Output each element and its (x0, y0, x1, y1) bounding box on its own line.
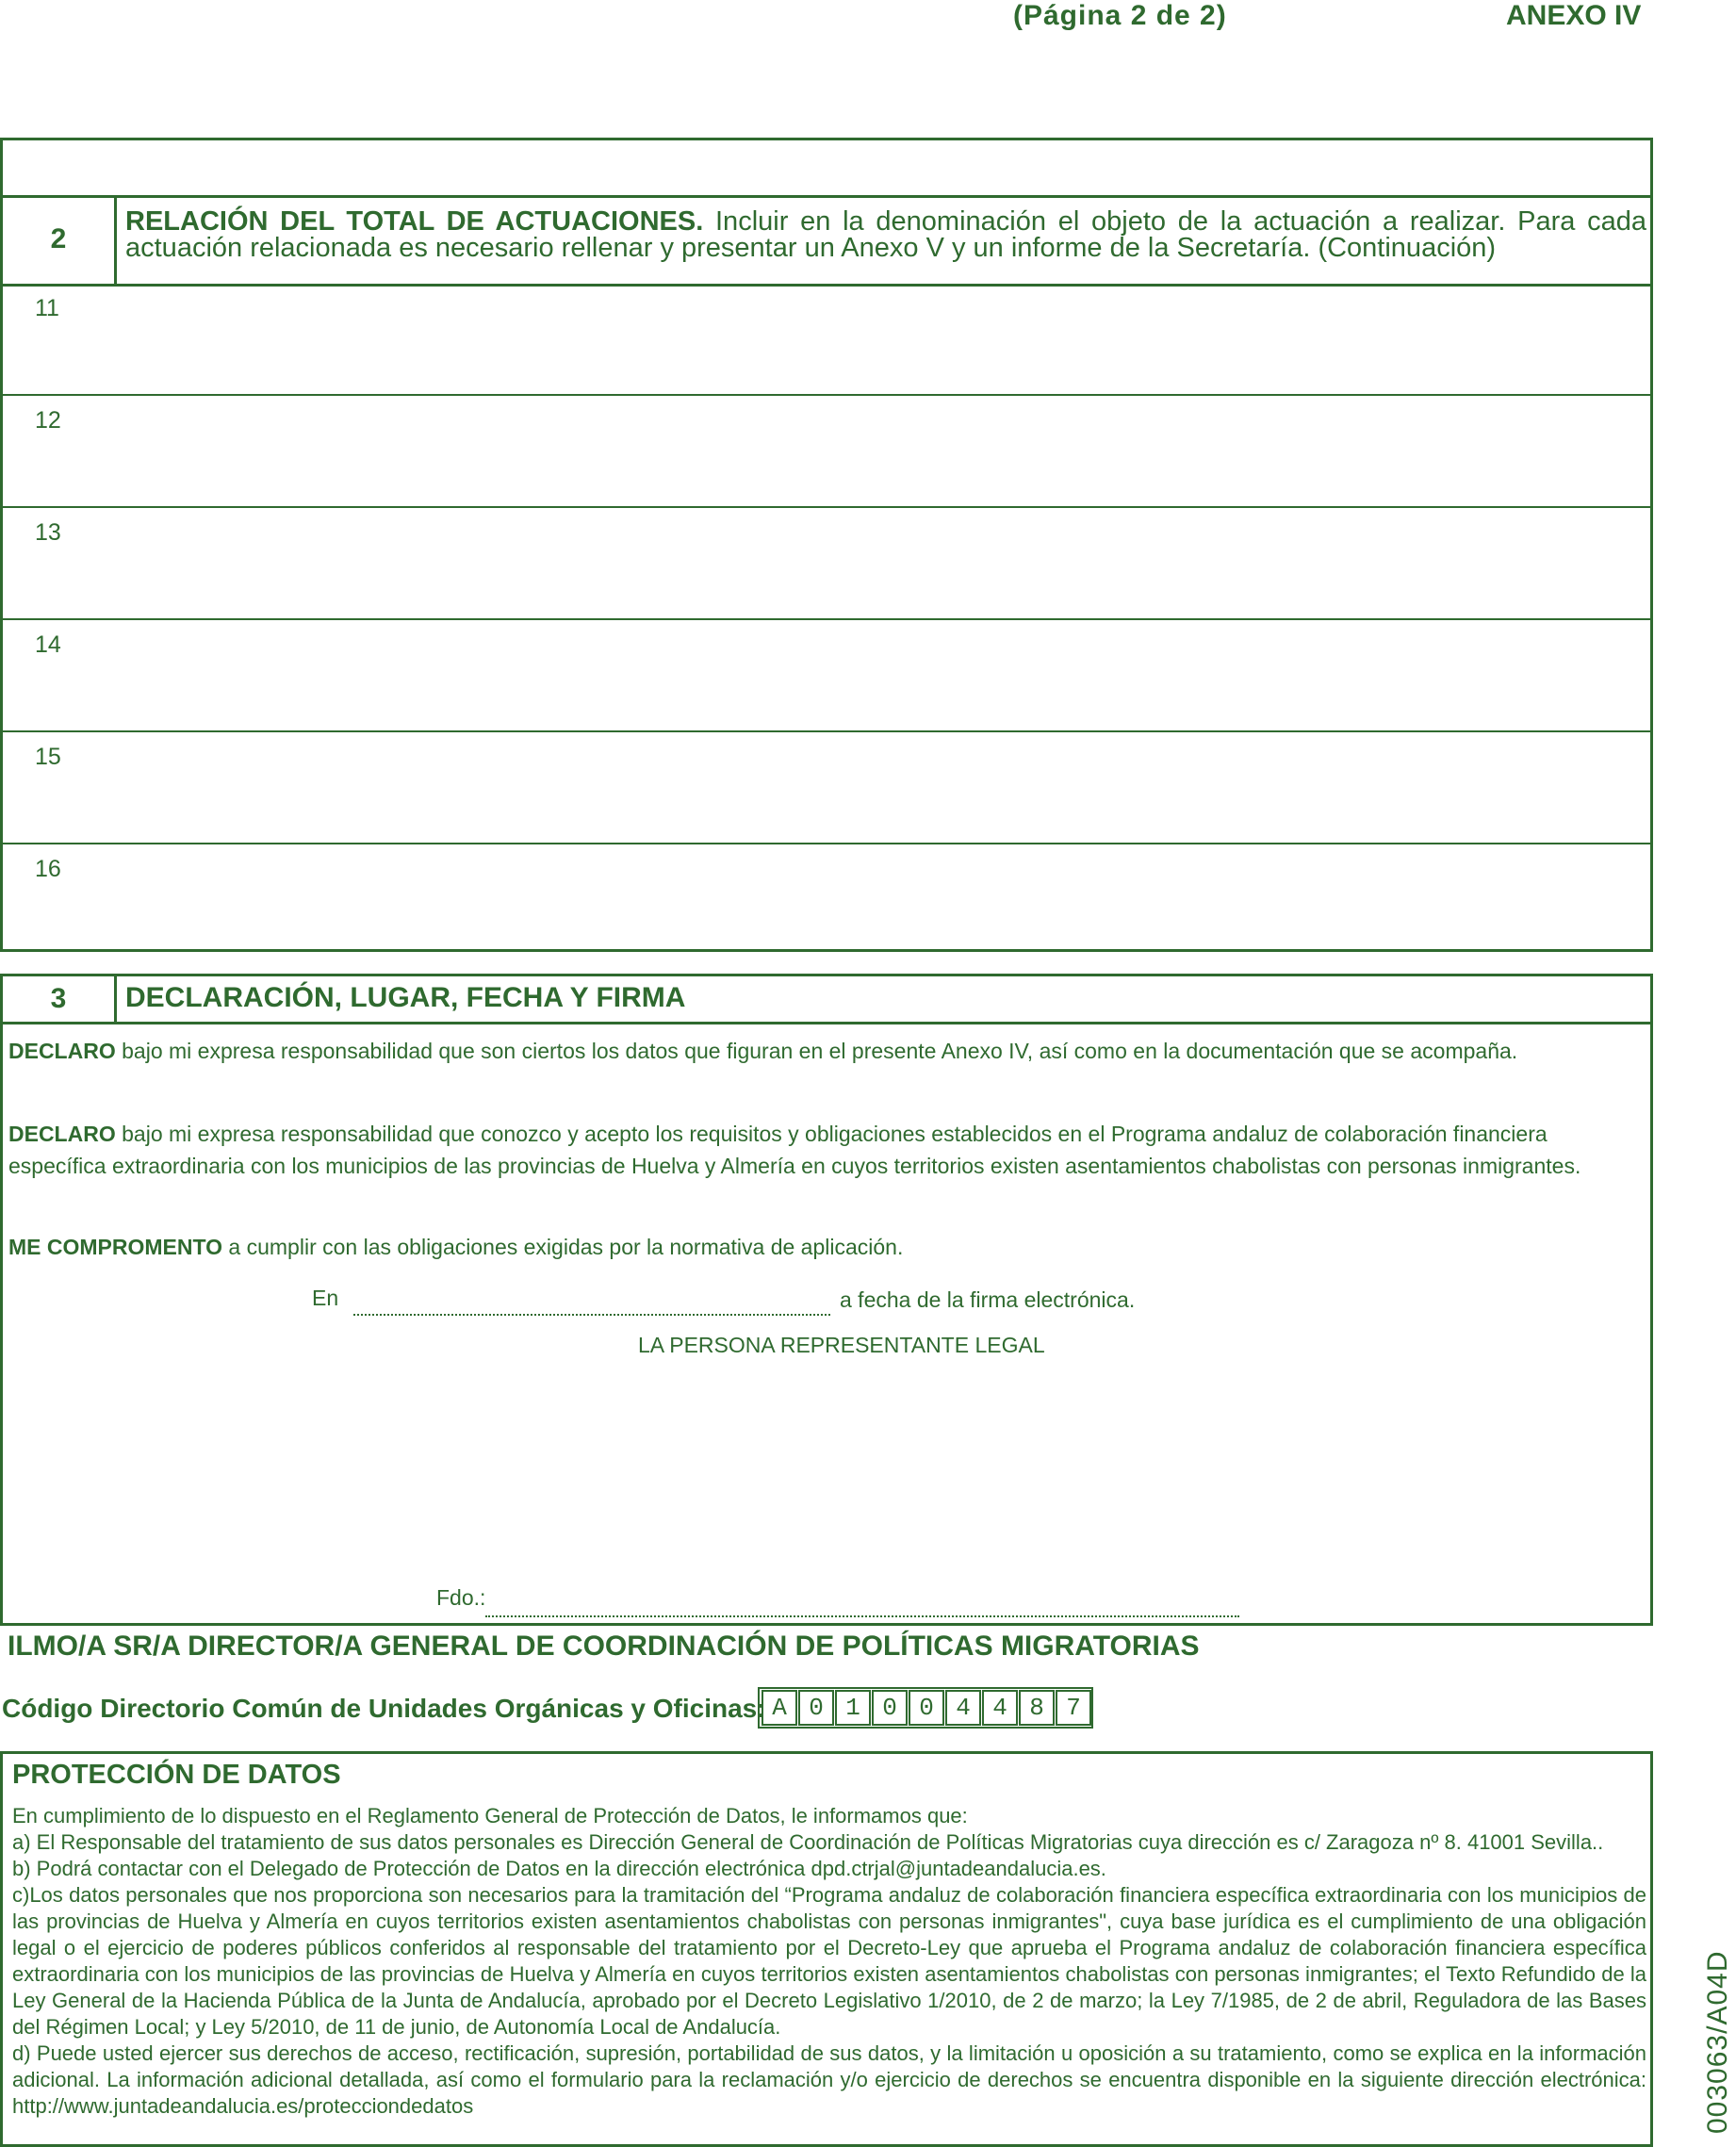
dir3-code-char: 0 (909, 1690, 944, 1726)
actuacion-row-16[interactable] (3, 844, 1650, 957)
dir3-code-char: 0 (798, 1690, 834, 1726)
data-protection-item-d: d) Puede usted ejercer sus derechos de acceso, rectificación, supresión, portabilidad de sus datos, y la limitación u oposición a su tratamiento, como se explica en la información adicional. La información adicional detallada, así como el formulario para la reclamación y/o ejercicio de derechos se encuentra disponible en la siguiente dirección electrónica: http://www.juntadeandalucia.es/protecciondedatos (12, 2041, 1646, 2118)
dir3-code-char: 7 (1056, 1690, 1091, 1726)
row-number: 15 (35, 744, 61, 770)
data-protection-box (0, 1751, 1653, 2147)
dir3-code-char: 4 (945, 1690, 981, 1726)
place-input[interactable] (353, 1284, 830, 1316)
page-indicator: (Página 2 de 2) (1013, 0, 1227, 31)
actuacion-row-12[interactable] (3, 396, 1650, 508)
row-number: 13 (35, 519, 61, 546)
section-3-header (3, 976, 1650, 1024)
section-2-actuaciones (0, 138, 1653, 952)
data-protection-item-a: a) El Responsable del tratamiento de sus datos personales es Dirección General de Coordinación de Políticas Migratorias cuya dirección es c/ Zaragoza nº 8. 41001 Sevilla.. (12, 1830, 1604, 1854)
row-number: 11 (35, 295, 59, 321)
dir3-code-char: 0 (872, 1690, 908, 1726)
section-3-declaracion (0, 974, 1653, 1626)
place-suffix: a fecha de la firma electrónica. (840, 1287, 1136, 1312)
actuacion-row-14[interactable] (3, 620, 1650, 732)
commitment-text: a cumplir con las obligaciones exigidas por la normativa de aplicación. (222, 1235, 904, 1259)
declaration-1-bold: DECLARO (8, 1039, 116, 1063)
section-2-top-row (3, 140, 1650, 198)
dir3-code-char: 4 (982, 1690, 1018, 1726)
declaration-1 (8, 1035, 1639, 1067)
section-2-number: 2 (3, 195, 117, 284)
declaration-2 (8, 1118, 1639, 1182)
data-protection-body (12, 1803, 1646, 2120)
signed-name-input[interactable] (485, 1583, 1239, 1617)
dir3-code-char: 8 (1019, 1690, 1055, 1726)
section-2-title-rest: Incluir en la denominación el objeto de la actuación a realizar. Para cada actuación relacionada es necesario rellenar y presentar un Anexo V y un informe de la Secretaría. (Continuación) (125, 206, 1646, 263)
data-protection-item-c: c)Los datos personales que nos proporciona son necesarios para la tramitación del “Programa andaluz de colaboración financiera específica extraordinaria con los municipios de las provincias de Huelva y Almería en cuyos territorios existen asentamientos chabolistas con personas inmigrantes", cuya base jurídica es el cumplimiento de una obligación legal o el ejercicio de poderes públicos conferidos al responsable del tratamiento por el Decreto-Ley que aprueba el Programa andaluz de colaboración financiera específica extraordinaria con los municipios de las provincias de Huelva y Almería en cuyos territorios existen asentamientos chabolistas con personas inmigrantes; el Texto Refundido de la Ley General de la Hacienda Pública de la Junta de Andalucía, aprobado por el Decreto Legislativo 1/2010, de 2 de marzo; la Ley 7/1985, de 2 de abril, Reguladora de las Bases del Régimen Local; y Ley 5/2010, de 11 de junio, de Autonomía Local de Andalucía. (12, 1883, 1646, 2039)
section-2-title-bold: RELACIÓN DEL TOTAL DE ACTUACIONES. (125, 206, 704, 237)
row-number: 16 (35, 856, 61, 882)
signed-label: Fdo.: (436, 1585, 486, 1610)
actuacion-row-13[interactable] (3, 508, 1650, 620)
declaration-2-text: bajo mi expresa responsabilidad que conozco y acepto los requisitos y obligaciones establecidos en el Programa andaluz de colaboración financiera específica extraordinaria con los municipios de las provincias de Huelva y Almería en cuyos territorios existen asentamientos chabolistas con personas inmigrantes. (8, 1122, 1581, 1178)
row-number: 14 (35, 631, 61, 658)
commitment-bold: ME COMPROMENTO (8, 1235, 223, 1259)
section-2-header (3, 195, 1650, 287)
actuacion-row-11[interactable] (3, 284, 1650, 396)
data-protection-intro: En cumplimiento de lo dispuesto en el Reglamento General de Protección de Datos, le informamos que: (12, 1804, 968, 1827)
actuacion-row-15[interactable] (3, 732, 1650, 844)
place-prefix: En (312, 1286, 339, 1310)
dir3-code-char: 1 (835, 1690, 871, 1726)
form-code: 003063/A04D (1702, 1950, 1733, 2134)
section-2-title (125, 208, 1646, 261)
section-3-number: 3 (3, 976, 117, 1022)
recipient: ILMO/A SR/A DIRECTOR/A GENERAL DE COORDINACIÓN DE POLÍTICAS MIGRATORIAS (8, 1631, 1200, 1662)
declaration-2-bold: DECLARO (8, 1122, 116, 1146)
annex-title: ANEXO IV (1506, 0, 1642, 31)
declaration-1-text: bajo mi expresa responsabilidad que son ciertos los datos que figuran en el presente Anexo IV, así como en la documentación que se acompaña. (115, 1039, 1518, 1063)
section-3-title: DECLARACIÓN, LUGAR, FECHA Y FIRMA (125, 982, 686, 1013)
data-protection-item-b: b) Podrá contactar con el Delegado de Protección de Datos en la dirección electrónica dpd.ctrjal@juntadeandalucia.es. (12, 1857, 1106, 1880)
signer-role: LA PERSONA REPRESENTANTE LEGAL (638, 1333, 1045, 1357)
data-protection-title: PROTECCIÓN DE DATOS (12, 1760, 341, 1790)
row-number: 12 (35, 407, 61, 434)
signature-area[interactable] (286, 1372, 1228, 1589)
dir3-label: Código Directorio Común de Unidades Orgánicas y Oficinas: (2, 1694, 766, 1723)
dir3-code-char: A (762, 1690, 797, 1726)
commitment (8, 1231, 1639, 1263)
